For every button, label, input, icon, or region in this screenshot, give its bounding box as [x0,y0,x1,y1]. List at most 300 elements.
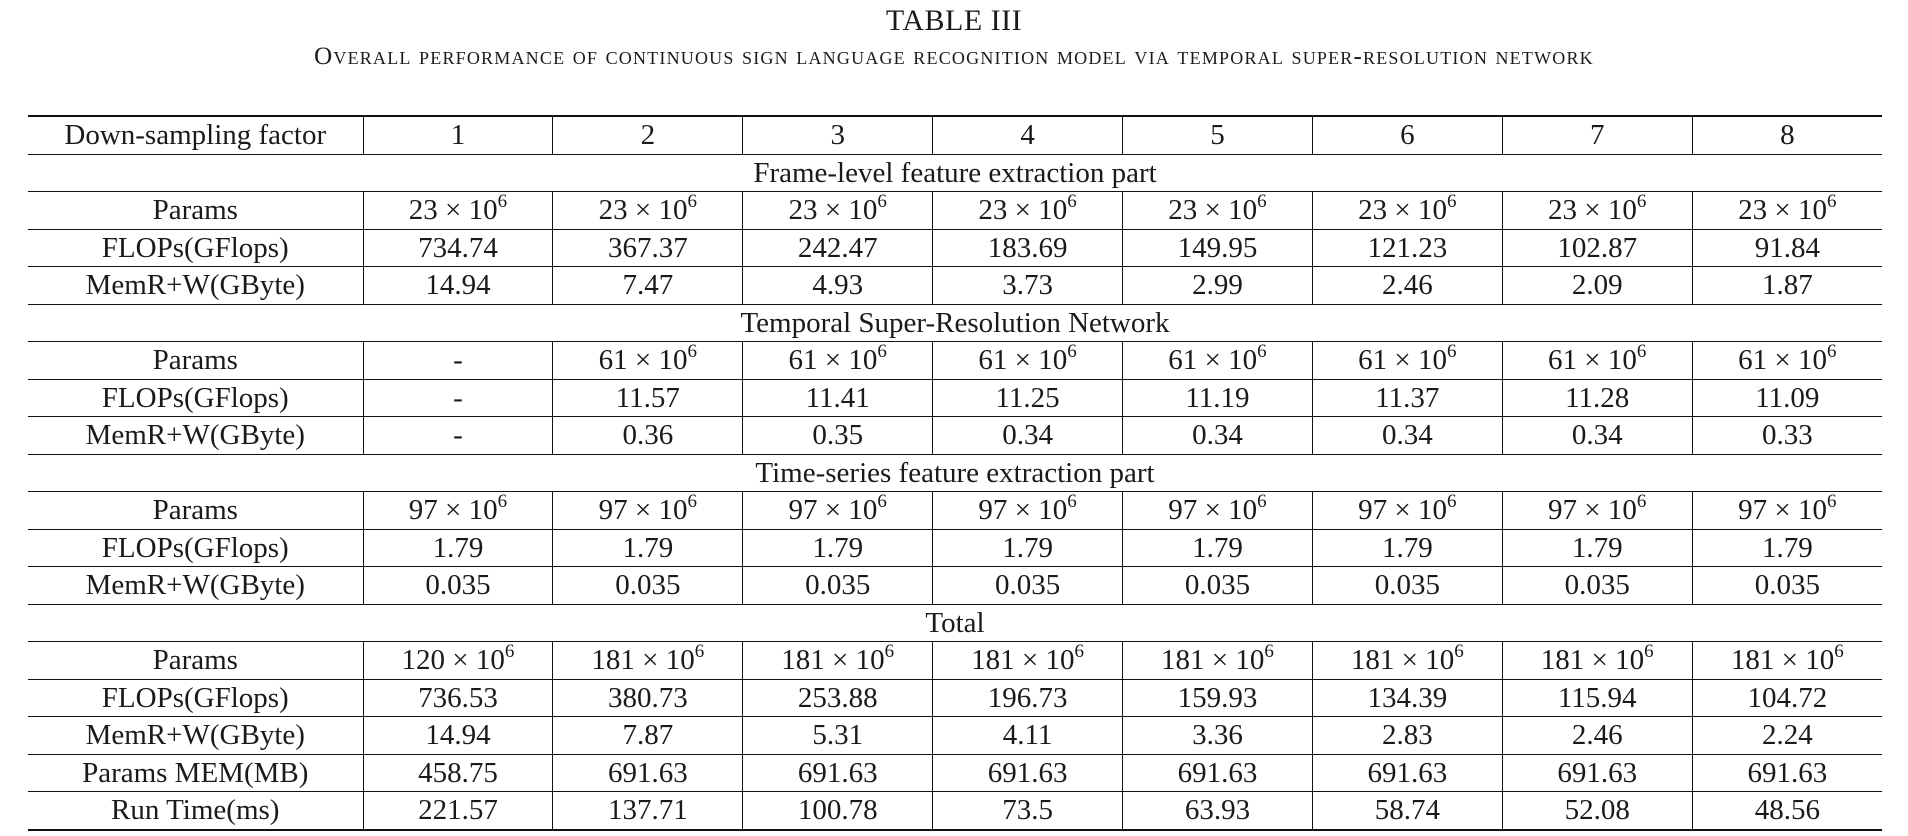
value-text: 4.93 [812,269,864,302]
value-text: 61 × 10 [788,344,878,377]
header-factor-cell: 6 [1312,116,1502,154]
value-exponent: 6 [1067,491,1077,513]
value-cell [553,642,743,680]
value-cell [363,492,553,530]
value-exponent: 6 [1067,341,1077,363]
row-label: FLOPs(GFlops) [28,529,363,567]
value-exponent: 6 [497,491,508,513]
value-text: 14.94 [425,269,491,302]
value-text: 120 × 10 [401,644,505,677]
value-exponent: 6 [497,191,508,213]
value-text: 137.71 [607,794,688,827]
value-text: 121.23 [1367,231,1448,264]
value-cell [933,717,1123,755]
row-label: MemR+W(GByte) [28,567,363,605]
value-cell [1502,567,1692,605]
value-exponent: 6 [694,641,705,663]
value-cell [553,567,743,605]
value-cell [743,529,933,567]
row-label: MemR+W(GByte) [28,417,363,455]
value-text: 2.99 [1192,269,1243,302]
value-exponent: 6 [1826,341,1837,363]
table-row [28,342,1882,380]
value-text: 691.63 [1747,756,1828,789]
value-text: 691.63 [1177,756,1258,789]
value-text: - [453,381,463,414]
value-cell [1312,229,1502,267]
row-label: FLOPs(GFlops) [28,379,363,417]
value-text: 97 × 10 [598,494,688,527]
value-cell [363,754,553,792]
value-text: 0.34 [1571,419,1623,452]
section-row [28,304,1882,342]
value-text: 181 × 10 [1350,644,1455,677]
value-text: 0.34 [1381,419,1433,452]
row-label: Params [28,342,363,380]
value-exponent: 6 [884,641,895,663]
value-cell [363,529,553,567]
value-cell [1502,642,1692,680]
value-cell [1692,529,1882,567]
value-exponent: 6 [1644,641,1654,663]
value-cell [1502,417,1692,455]
table-row [28,567,1882,605]
value-cell [553,717,743,755]
table-row [28,417,1882,455]
value-cell [1123,192,1313,230]
value-text: 23 × 10 [1168,194,1258,227]
value-exponent: 6 [687,491,697,513]
value-text: 23 × 10 [1548,194,1637,227]
value-exponent: 6 [1257,491,1267,513]
value-text: 1.79 [812,531,864,564]
value-text: 0.035 [615,569,681,602]
value-cell [743,229,933,267]
value-cell [363,679,553,717]
value-cell [743,642,933,680]
value-cell [1123,379,1313,417]
value-cell [553,792,743,830]
value-text: 100.78 [797,794,878,827]
value-cell [1692,229,1882,267]
value-cell [1502,679,1692,717]
value-text: 97 × 10 [1548,494,1637,527]
value-cell [363,642,553,680]
value-cell [1502,492,1692,530]
value-cell [1312,679,1502,717]
value-cell [743,792,933,830]
value-text: 1.79 [1002,531,1053,564]
value-text: 1.79 [622,531,674,564]
value-cell [743,567,933,605]
value-cell [743,417,933,455]
value-exponent: 6 [1454,641,1464,663]
table-body [28,116,1882,830]
value-text: 691.63 [607,756,688,789]
value-text: 691.63 [1367,756,1448,789]
value-cell [743,379,933,417]
value-text: 104.72 [1747,681,1828,714]
value-cell [1502,229,1692,267]
value-text: 181 × 10 [1730,644,1835,677]
value-cell [1692,792,1882,830]
value-cell [933,642,1123,680]
table-row [28,379,1882,417]
value-cell [1692,342,1882,380]
value-cell [1123,342,1313,380]
value-exponent: 6 [877,491,887,513]
row-label: Run Time(ms) [28,792,363,830]
value-cell [1692,679,1882,717]
value-cell [553,342,743,380]
value-cell [933,417,1123,455]
value-text: 0.33 [1761,419,1813,452]
table-row [28,642,1882,680]
value-text: 181 × 10 [781,644,885,677]
value-text: 4.11 [1002,719,1053,752]
value-cell [553,529,743,567]
value-cell [743,754,933,792]
value-cell [1312,529,1502,567]
value-text: 2.09 [1571,269,1623,302]
table-row [28,229,1882,267]
value-text: 97 × 10 [788,494,878,527]
value-text: 97 × 10 [978,494,1068,527]
value-text: 11.25 [995,381,1060,414]
value-cell [363,267,553,305]
value-cell [553,192,743,230]
value-text: 736.53 [418,681,498,714]
row-label: MemR+W(GByte) [28,267,363,305]
value-text: 149.95 [1177,231,1258,264]
value-text: 0.035 [1564,569,1630,602]
value-text: 0.035 [1374,569,1440,602]
value-text: 97 × 10 [1168,494,1258,527]
header-label-cell: Down-sampling factor [28,116,363,154]
value-cell [1502,717,1692,755]
value-text: 1.79 [1571,531,1623,564]
value-text: 3.73 [1002,269,1053,302]
value-text: 1.79 [1192,531,1243,564]
header-factor-cell: 4 [933,116,1123,154]
table-row [28,267,1882,305]
value-cell [933,379,1123,417]
value-cell [1692,192,1882,230]
value-cell [1692,567,1882,605]
value-cell [933,492,1123,530]
value-cell [1502,754,1692,792]
value-text: 61 × 10 [1168,344,1258,377]
table-title: TABLE III [885,4,1023,37]
value-cell [1692,492,1882,530]
header-factor-cell: 2 [553,116,743,154]
value-cell [553,679,743,717]
value-exponent: 6 [504,641,515,663]
value-cell [1123,417,1313,455]
value-cell [1692,267,1882,305]
value-cell [1312,492,1502,530]
value-cell [363,567,553,605]
value-exponent: 6 [1826,191,1837,213]
value-text: 691.63 [1557,756,1638,789]
value-exponent: 6 [1074,641,1084,663]
row-label: Params [28,642,363,680]
row-label: MemR+W(GByte) [28,717,363,755]
value-text: - [453,344,463,377]
value-cell [743,717,933,755]
value-cell [553,379,743,417]
value-cell [743,267,933,305]
value-cell [553,267,743,305]
value-cell [1123,567,1313,605]
value-cell [933,792,1123,830]
value-cell [1692,754,1882,792]
value-text: 0.36 [622,419,674,452]
value-text: 11.19 [1185,381,1250,414]
value-text: 115.94 [1557,681,1637,714]
value-cell [553,754,743,792]
performance-table [28,115,1882,831]
value-cell [363,342,553,380]
value-cell [1312,379,1502,417]
value-text: 23 × 10 [408,194,498,227]
value-text: 221.57 [418,794,498,827]
value-text: 7.47 [622,269,674,302]
value-cell [1123,529,1313,567]
value-cell [1123,267,1313,305]
value-cell [363,379,553,417]
value-text: 253.88 [797,681,878,714]
value-exponent: 6 [1264,641,1274,663]
value-cell [1692,417,1882,455]
value-cell [1123,679,1313,717]
value-text: 11.57 [615,381,680,414]
value-cell [743,679,933,717]
value-text: 134.39 [1367,681,1448,714]
row-label: Params MEM(MB) [28,754,363,792]
value-cell [1312,642,1502,680]
value-cell [1502,267,1692,305]
value-text: 159.93 [1177,681,1258,714]
value-text: 0.35 [812,419,864,452]
value-text: 458.75 [418,756,498,789]
value-cell [933,342,1123,380]
value-exponent: 6 [1067,191,1077,213]
value-text: 242.47 [797,231,878,264]
value-cell [933,679,1123,717]
value-text: 23 × 10 [788,194,878,227]
value-text: 0.34 [1002,419,1053,452]
value-exponent: 6 [1257,191,1267,213]
table-row [28,492,1882,530]
value-cell [1312,267,1502,305]
value-text: 367.37 [607,231,688,264]
header-factor-cell: 3 [743,116,933,154]
value-cell [1312,192,1502,230]
header-factor-cell: 8 [1692,116,1882,154]
value-cell [363,717,553,755]
value-text: 181 × 10 [1540,644,1645,677]
value-text: 0.035 [1184,569,1251,602]
value-text: 3.36 [1192,719,1243,752]
value-cell [363,792,553,830]
value-text: 61 × 10 [1738,344,1827,377]
section-title: Total [925,606,985,639]
value-text: 23 × 10 [1738,194,1827,227]
value-cell [743,492,933,530]
value-cell [1312,754,1502,792]
value-cell [1123,717,1313,755]
row-label: Params [28,492,363,530]
value-cell [1123,754,1313,792]
value-text: 23 × 10 [1358,194,1447,227]
value-cell [1123,642,1313,680]
value-text: 1.87 [1761,269,1813,302]
header-factor-cell: 5 [1123,116,1313,154]
value-text: 734.74 [418,231,498,264]
value-cell [1123,492,1313,530]
value-exponent: 6 [1636,191,1647,213]
value-cell [933,267,1123,305]
table-row [28,717,1882,755]
value-cell [1312,417,1502,455]
value-cell [1502,342,1692,380]
section-title: Time-series feature extraction part [755,456,1155,489]
value-text: 97 × 10 [1738,494,1827,527]
value-text: 0.035 [805,569,871,602]
value-text: 11.28 [1565,381,1630,414]
value-cell [1123,229,1313,267]
value-cell [743,192,933,230]
value-text: 181 × 10 [591,644,695,677]
value-text: 11.09 [1755,381,1820,414]
value-text: 58.74 [1374,794,1440,827]
value-text: 691.63 [987,756,1068,789]
value-text: 102.87 [1557,231,1638,264]
value-cell [553,492,743,530]
value-cell [553,229,743,267]
value-text: 2.83 [1381,719,1433,752]
value-cell [933,567,1123,605]
value-cell [933,529,1123,567]
value-text: 2.46 [1571,719,1623,752]
value-cell [1692,717,1882,755]
value-cell [933,229,1123,267]
value-cell [363,417,553,455]
header-factor-cell: 7 [1502,116,1692,154]
value-text: 5.31 [812,719,864,752]
value-cell [1502,379,1692,417]
value-text: 181 × 10 [1161,644,1265,677]
value-text: 380.73 [607,681,688,714]
value-cell [1692,379,1882,417]
row-label: Params [28,192,363,230]
value-cell [1502,192,1692,230]
value-exponent: 6 [687,191,697,213]
value-text: 23 × 10 [598,194,688,227]
value-text: 196.73 [987,681,1068,714]
table-row [28,679,1882,717]
value-cell [1123,792,1313,830]
value-text: 73.5 [1002,794,1053,827]
section-title: Frame-level feature extraction part [753,156,1157,189]
value-cell [553,417,743,455]
table-row [28,192,1882,230]
value-exponent: 6 [1826,491,1837,513]
value-text: 61 × 10 [1358,344,1447,377]
value-text: 1.79 [1381,531,1433,564]
value-exponent: 6 [877,191,887,213]
value-exponent: 6 [1446,491,1457,513]
value-text: 23 × 10 [978,194,1068,227]
value-text: 52.08 [1564,794,1630,827]
value-text: 11.37 [1375,381,1440,414]
table-row [28,754,1882,792]
value-text: 14.94 [425,719,491,752]
value-exponent: 6 [1636,491,1647,513]
value-text: 63.93 [1184,794,1251,827]
row-label: FLOPs(GFlops) [28,679,363,717]
value-text: 11.41 [805,381,870,414]
value-text: 7.87 [622,719,674,752]
value-text: 2.46 [1381,269,1433,302]
row-label: FLOPs(GFlops) [28,229,363,267]
value-text: 1.79 [432,531,484,564]
value-text: 61 × 10 [1548,344,1637,377]
value-text: 0.035 [994,569,1061,602]
value-text: - [453,419,463,452]
value-cell [1312,567,1502,605]
table-row [28,529,1882,567]
value-text: 61 × 10 [978,344,1068,377]
table-caption: Overall performance of continuous sign language recognition model via temporal super-resolution network [314,43,1594,70]
value-exponent: 6 [877,341,887,363]
table-row [28,792,1882,830]
value-cell [743,342,933,380]
header-row [28,116,1882,154]
value-cell [1312,717,1502,755]
value-text: 181 × 10 [971,644,1075,677]
header-factor-cell: 1 [363,116,553,154]
value-exponent: 6 [687,341,697,363]
value-exponent: 6 [1446,191,1457,213]
value-text: 97 × 10 [1358,494,1447,527]
value-text: 91.84 [1754,231,1820,264]
value-exponent: 6 [1446,341,1457,363]
value-text: 1.79 [1761,531,1813,564]
section-title: Temporal Super-Resolution Network [740,306,1170,339]
value-cell [933,754,1123,792]
value-cell [1692,642,1882,680]
value-text: 0.035 [425,569,491,602]
value-text: 691.63 [797,756,878,789]
value-exponent: 6 [1636,341,1647,363]
value-text: 61 × 10 [598,344,688,377]
value-text: 183.69 [987,231,1068,264]
value-text: 2.24 [1761,719,1813,752]
section-row [28,154,1882,192]
value-cell [1502,792,1692,830]
value-text: 97 × 10 [408,494,498,527]
value-text: 0.035 [1754,569,1820,602]
value-text: 0.34 [1192,419,1243,452]
value-cell [933,192,1123,230]
value-cell [363,192,553,230]
value-cell [1312,792,1502,830]
section-row [28,604,1882,642]
value-exponent: 6 [1257,341,1267,363]
value-cell [1312,342,1502,380]
